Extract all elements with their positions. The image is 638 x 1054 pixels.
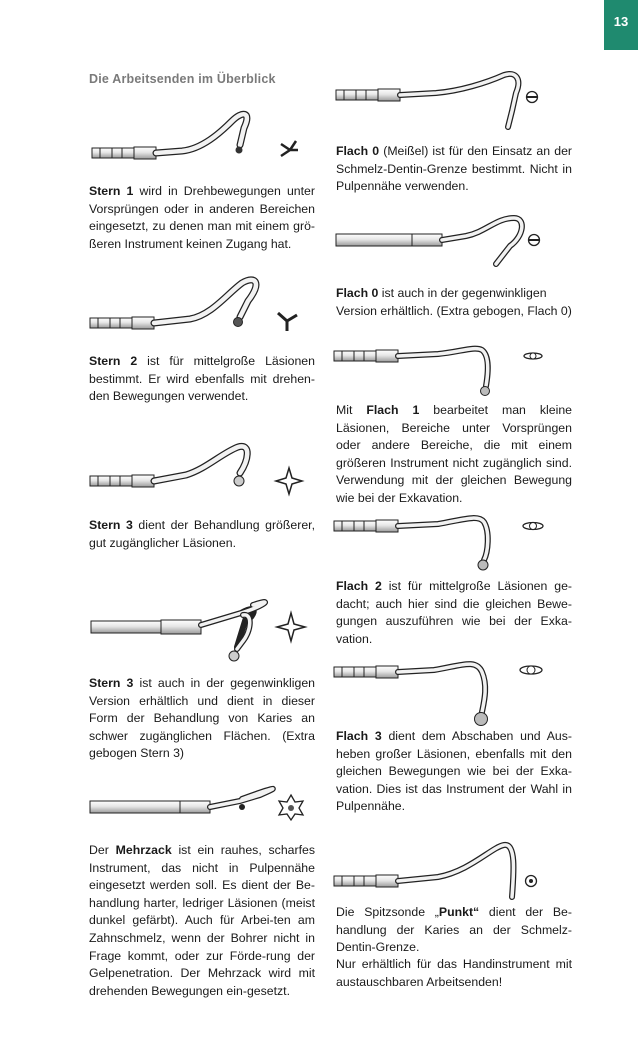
flach1-description: Mit Flach 1 bearbeitet man kleine Läsionen, Bereiche unter Vorsprüngen oder andere Bereiche, die mit einem größeren Instrument nicht zugänglich sind. Verwendung mit der gleichen Bewegung wie bei der Exkavation. [336,403,572,505]
flach3-tip-view [520,666,542,674]
flach2-tip-view [523,523,543,530]
stern3-tip-view [276,468,302,494]
flach0-extra-tip-view [529,235,540,246]
stern2-instrument [90,280,256,329]
flach0-extra-instrument [336,218,522,264]
flach1-tip-view [524,353,542,359]
section-title: Die Arbeitsenden im Überblick [89,72,276,86]
flach0-description: Flach 0 (Meißel) ist für den Einsatz an der Schmelz-Dentin-Grenze bestimmt. Nicht in Pulpennähe verwenden. [336,144,572,194]
stern2-tip-view [278,313,297,331]
punkt-note: Nur erhältlich für das Handinstrument mit austauschbaren Arbeitsenden! [336,957,572,989]
mehrzack-description: Der Mehrzack ist ein rauhes, scharfes Instrument, das nicht in Pulpennähe eingesetzt werden soll. Es dient der Be-handlung harter, ledriger Läsionen (meist dunkel gefärbt). Auch für Arbei-ten am Zahnschmelz, wenn der Bohrer nicht in Frage kommt, oder zur Förde-rung der Gelpenetration. Der Mehrzack wird mit drehenden Bewegungen ein-gesetzt. [89,843,315,998]
flach0-instrument [336,74,518,127]
stern1-description: Stern 1 wird in Drehbewegungen unter Vorsprüngen oder in anderen Bereichen eingesetzt, zu denen man mit einem grö-ßeren Instrument keinen Zugang hat. [89,184,315,251]
mehrzack-tip-view [279,795,303,820]
flach3-instrument [334,664,488,725]
stern3-extra-tip-view [277,613,305,641]
stern1-tip-view [281,141,298,156]
punkt-description: Die Spitzsonde „Punkt“ dient der Be-handlung der Karies an der Schmelz-Dentin-Grenze. [336,905,572,955]
flach3-description: Flach 3 dient dem Abschaben und Aus-heben großer Läsionen, ebenfalls mit den gleichen Bewegungen wie bei der Exka-vation. Dies ist das Instrument der Wahl in Pulpennähe. [336,729,572,814]
stern3-description: Stern 3 dient der Behandlung größerer, gut zugänglicher Läsionen. [89,518,315,550]
punkt-instrument [334,845,514,897]
stern2-description: Stern 2 ist für mittelgroße Läsionen bestimmt. Er wird ebenfalls mit drehen-den Bewegungen verwendet. [89,354,315,404]
flach0-tip-view [527,92,538,103]
stern3-instrument [90,446,247,487]
flach0-extra-description: Flach 0 ist auch in der gegenwinkligen Version erhältlich. (Extra gebogen, Flach 0) [336,286,572,318]
mehrzack-instrument [90,787,288,813]
punkt-tip-view [526,876,537,887]
page-number-tab: 13 [604,0,638,50]
flach2-description: Flach 2 ist für mittelgroße Läsionen ge-dacht; auch hier sind die gleichen Bewe-gungen auszuführen wie bei der Exka-vation. [336,579,572,646]
stern1-instrument [92,114,247,159]
stern3-extra-description: Stern 3 ist auch in der gegenwinkligen Version erhältlich und dient in dieser Form der Behandlung von Karies an schwer zugänglichen Flächen. (Extra gebogen Stern 3) [89,676,315,761]
stern3-extra-instrument [91,602,265,661]
flach1-instrument [334,349,490,396]
flach2-instrument [334,518,488,570]
